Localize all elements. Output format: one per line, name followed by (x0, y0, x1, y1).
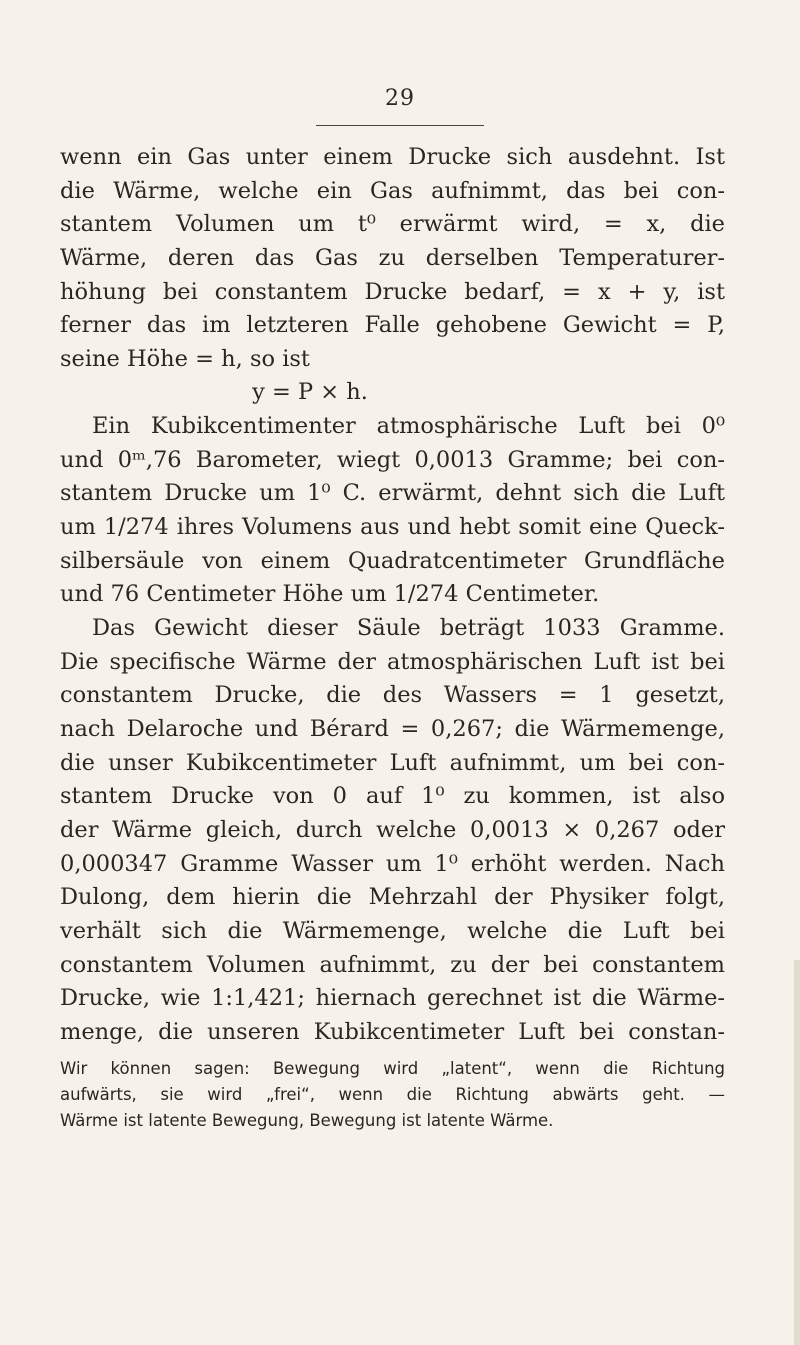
text-line: 0,000347 Gramme Wasser um 1⁰ erhöht werden. Nach (60, 851, 725, 877)
text-line: die Wärme, welche ein Gas aufnimmt, das bei con- (60, 178, 725, 204)
text-line: und 0ᵐ,76 Barometer, wiegt 0,0013 Gramme; bei con- (60, 447, 725, 473)
text-line: wenn ein Gas unter einem Drucke sich ausdehnt. Ist (60, 144, 725, 170)
text-line: seine Höhe = h, so ist (60, 346, 310, 372)
text-line: constantem Drucke, die des Wassers = 1 gesetzt, (60, 682, 725, 708)
text-line: verhält sich die Wärmemenge, welche die Luft bei (60, 918, 725, 944)
page-edge-shadow (794, 960, 800, 1345)
header-rule (316, 125, 484, 126)
formula: y = P × h. (252, 379, 368, 405)
text-line: silbersäule von einem Quadratcentimeter Grundfläche (60, 548, 725, 574)
footnote-line: Wir können sagen: Bewegung wird „latent“, wenn die Richtung (60, 1059, 725, 1078)
text-line: Ein Kubikcentimenter atmosphärische Luft bei 0⁰ (92, 413, 725, 439)
text-line: die unser Kubikcentimeter Luft aufnimmt, um bei con- (60, 750, 725, 776)
text-line: Dulong, dem hierin die Mehrzahl der Physiker folgt, (60, 884, 725, 910)
text-line: Drucke, wie 1:1,421; hiernach gerechnet ist die Wärme- (60, 985, 725, 1011)
text-line: stantem Drucke um 1⁰ C. erwärmt, dehnt sich die Luft (60, 480, 725, 506)
text-line: Das Gewicht dieser Säule beträgt 1033 Gramme. (92, 615, 725, 641)
text-line: nach Delaroche und Bérard = 0,267; die Wärmemenge, (60, 716, 725, 742)
text-line: und 76 Centimeter Höhe um 1/274 Centimeter. (60, 581, 600, 607)
footnote-line: aufwärts, sie wird „frei“, wenn die Richtung abwärts geht. — (60, 1085, 725, 1104)
text-line: höhung bei constantem Drucke bedarf, = x + y, ist (60, 279, 725, 305)
page-number: 29 (385, 86, 415, 111)
text-line: ferner das im letzteren Falle gehobene Gewicht = P, (60, 312, 725, 338)
text-line: constantem Volumen aufnimmt, zu der bei constantem (60, 952, 725, 978)
text-line: stantem Volumen um t⁰ erwärmt wird, = x, die (60, 211, 725, 237)
text-line: Die specifische Wärme der atmosphärischen Luft ist bei (60, 649, 725, 675)
text-line: der Wärme gleich, durch welche 0,0013 × 0,267 oder (60, 817, 725, 843)
text-line: menge, die unseren Kubikcentimeter Luft bei constan- (60, 1019, 725, 1045)
text-line: Wärme, deren das Gas zu derselben Temperaturer- (60, 245, 725, 271)
footnote-line: Wärme ist latente Bewegung, Bewegung ist latente Wärme. (60, 1111, 554, 1130)
text-line: um 1/274 ihres Volumens aus und hebt somit eine Queck- (60, 514, 725, 540)
text-line: stantem Drucke von 0 auf 1⁰ zu kommen, ist also (60, 783, 725, 809)
